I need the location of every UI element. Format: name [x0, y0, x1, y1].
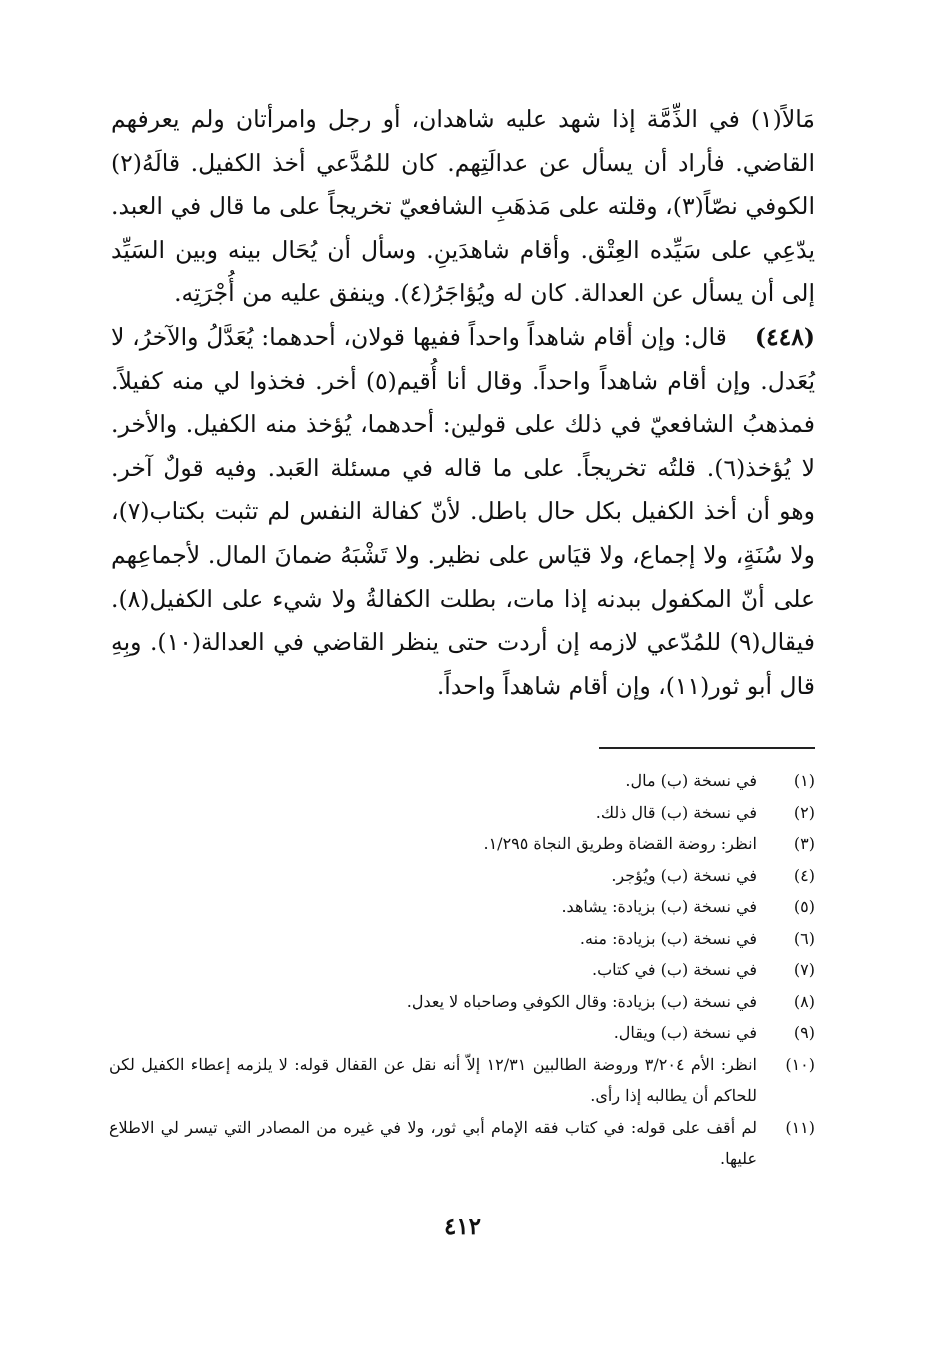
footnote	[109, 1049, 815, 1112]
footnote	[109, 1112, 815, 1175]
footnote	[109, 986, 815, 1018]
footnote-number: (٧)	[793, 960, 815, 979]
footnote-number: (٩)	[793, 1023, 815, 1042]
footnotes-list	[109, 765, 815, 1175]
footnote-text: انظر: الأم ٣/٢٠٤ وروضة الطالبين ١٢/٣١ إلاّ أنه نقل عن القفال قوله: لا يلزمه إعطاء الكفيل لكن للحاكم أن يطالبه إذا رأى.	[109, 1054, 757, 1105]
footnote-text: في نسخة (ب) قال ذلك.	[595, 802, 757, 822]
footnote-text: لم أقف على قوله: في كتاب فقه الإمام أبي ثور، ولا في غيره من المصادر التي تيسر لي الاطلاع عليها.	[109, 1117, 757, 1168]
footnote-text: في نسخة (ب) بزيادة: يشاهد.	[561, 897, 757, 916]
footnote-number: (٦)	[793, 928, 815, 948]
footnote-number: (٨)	[793, 991, 815, 1011]
footnote	[109, 923, 815, 955]
footnote-text: في نسخة (ب) بزيادة: وقال الكوفي وصاحباه لا يعدل.	[406, 991, 757, 1011]
footnote	[109, 891, 815, 923]
footnote-text: في نسخة (ب) مال.	[625, 771, 757, 790]
footnote	[109, 765, 815, 797]
page-number: ٤١٢	[443, 1213, 482, 1240]
footnote-text: انظر: روضة القضاة وطريق النجاة ١/٢٩٥.	[483, 834, 757, 853]
footnote	[109, 860, 815, 892]
paragraph-2-text: قال: وإن أقام شاهداً واحداً ففيها قولان، أحدهما: يُعَدَّلُ والآخرُ، لا يُعَدل. وإن أقام شاهداً واحداً. وقال أنا أُقيم(٥) أخر. فخذوا لي منه كفيلاً. فمذهبُ الشافعيّ في ذلك على قولين: أحدهما، يُؤخذ منه الكفيل. والأخر. لا يُؤخذ(٦). قلتُه تخريجاً. على ما قاله في مسئلة العَبد. وفيه قولٌ آخر. وهو أن أخذ الكفيل بكل حال باطل. لأنّ كفالة النفس لم تثبت بكتاب(٧)، ولا سُنَةٍ، ولا إجماع، ولا قيَاس على نظير. ولا تَشْبَهُ ضمانَ المال. لأجماعِهم على أنّ المكفول ببدنه إذا مات، بطلت الكفالةُ ولا شيء على الكفيل(٨). فيقال(٩) للمُدّعي لازمه إن أردت حتى ينظر القاضي في العدالة(١٠). وبِهِ قال أبو ثور(١١)، وإن أقام شاهداً واحداً.	[111, 322, 815, 700]
footnote-divider	[599, 747, 815, 749]
footnote	[109, 797, 815, 829]
footnote-text: في نسخة (ب) ويُؤجر.	[611, 865, 757, 885]
main-text	[111, 98, 815, 708]
footnote-number: (١٠)	[785, 1054, 815, 1074]
footnote-number: (١١)	[785, 1117, 815, 1137]
footnote-text: في نسخة (ب) ويقال.	[613, 1023, 757, 1042]
paragraph-1: مَالاً(١) في الذِّمَّة إذا شهد عليه شاهدان، أو رجل وامرأتان ولم يعرفهم القاضي. فأراد أن يسأل عن عدالَتِهم. كان للمُدَّعي أخذ الكفيل. قالَهُ(٢) الكوفي نصّاً(٣)، وقلته على مَذهَبِ الشافعيّ تخريجاً على ما قال في العبد. يدّعِي على سَيِّده العِتْق. وأقام شاهدَينِ. وسأل أن يُحَال بينه وبين السَيِّد إلى أن يسأل عن العدالة. كان له ويُؤاجَرُ(٤). وينفق عليه من أُجْرَتِه.	[111, 105, 815, 308]
paragraph-2	[111, 316, 815, 708]
paragraph-number: (٤٤٨)	[754, 322, 815, 351]
footnote-text: في نسخة (ب) في كتاب.	[592, 960, 757, 979]
footnote	[109, 828, 815, 860]
footnote-number: (٥)	[793, 897, 815, 916]
footnote-text: في نسخة (ب) بزيادة: منه.	[579, 928, 757, 948]
footnote-number: (١)	[793, 771, 815, 790]
footnote	[109, 1017, 815, 1049]
footnote-number: (٣)	[793, 834, 815, 853]
footnote-number: (٤)	[793, 865, 815, 885]
footnote-number: (٢)	[793, 802, 815, 822]
footnote	[109, 954, 815, 986]
